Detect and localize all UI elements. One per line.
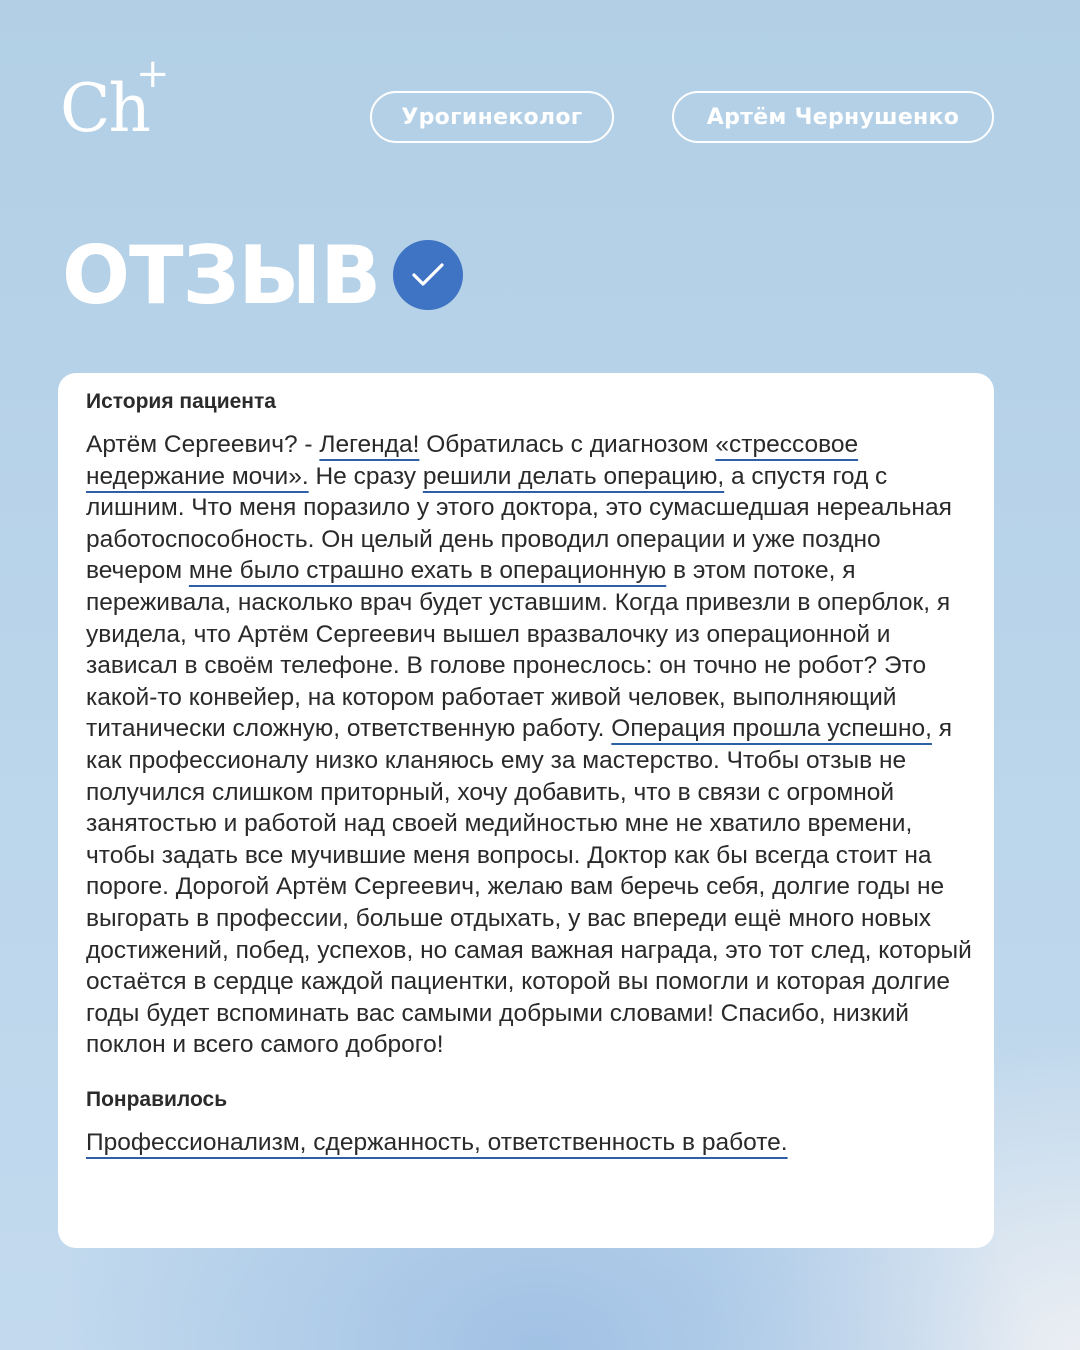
highlight-diagnosis: «стрессовое недержание мочи». — [86, 431, 859, 490]
highlight-success: Операция прошла успешно, — [611, 715, 932, 743]
specialty-pill: Урогинеколог — [370, 91, 614, 143]
liked-label: Понравилось — [86, 1087, 228, 1111]
review-text-part: я как профессионалу низко кланяюсь ему за мастерство. Чтобы отзыв не получился слишком приторный, хочу добавить, что в связи с огромной занятостью и работой над своей медийностью мне не хватило времени, чтобы задать все мучившие меня вопросы. Доктор как бы всегда стоит на пороге. Дорогой Артём Сергеевич, желаю вам беречь себя, долгие годы не выгорать в профессии, больше отдыхать, у вас впереди ещё много новых достижений, побед, успехов, но самая важная награда, это тот след, который остаётся в сердце каждой пациентки, которой вы помогли и которая долгие годы будет вспоминать вас самыми добрыми словами! Спасибо, низкий поклон и всего самого доброго! — [86, 715, 972, 1059]
logo-plus-icon: + — [136, 51, 170, 97]
review-text-part: а спустя год с лишним. Что меня поразило у этого доктора, это сумасшедшая нереальная работоспособность. Он целый день проводил операции и уже поздно вечером — [86, 462, 952, 585]
checkmark-icon — [411, 262, 445, 288]
review-text-part: Не сразу — [308, 462, 423, 490]
liked-text — [86, 1127, 970, 1159]
story-label: История пациента — [86, 390, 276, 413]
page-title: ОТЗЫВ — [62, 229, 381, 322]
highlight-liked: Профессионализм, сдержанность, ответственность в работе. — [86, 1128, 788, 1156]
review-text — [86, 429, 976, 1061]
highlight-legend: Легенда! — [319, 431, 420, 458]
doctor-name-pill: Артём Чернушенко — [672, 91, 994, 143]
review-card — [58, 373, 994, 1248]
review-text-part: в этом потоке, я переживала, насколько врач будет уставшим. Когда привезли в оперблок, я увидела, что Артём Сергеевич вышел вразвалочку из операционной и зависал в своём телефоне. В голове пронеслось: он точно не робот? Это какой-то конвейер, на котором работает живой человек, выполняющий титанически сложную, ответственную работу. — [86, 557, 951, 743]
brand-logo — [60, 51, 180, 157]
review-text-part: Обратилась с диагнозом — [419, 431, 716, 458]
highlight-decision: решили делать операцию, — [422, 462, 725, 490]
review-text-part: Артём Сергеевич? - — [86, 431, 320, 458]
logo-text: Ch — [60, 70, 150, 147]
highlight-fear: мне было страшно ехать в операционную — [188, 557, 667, 585]
verified-badge — [393, 240, 463, 310]
